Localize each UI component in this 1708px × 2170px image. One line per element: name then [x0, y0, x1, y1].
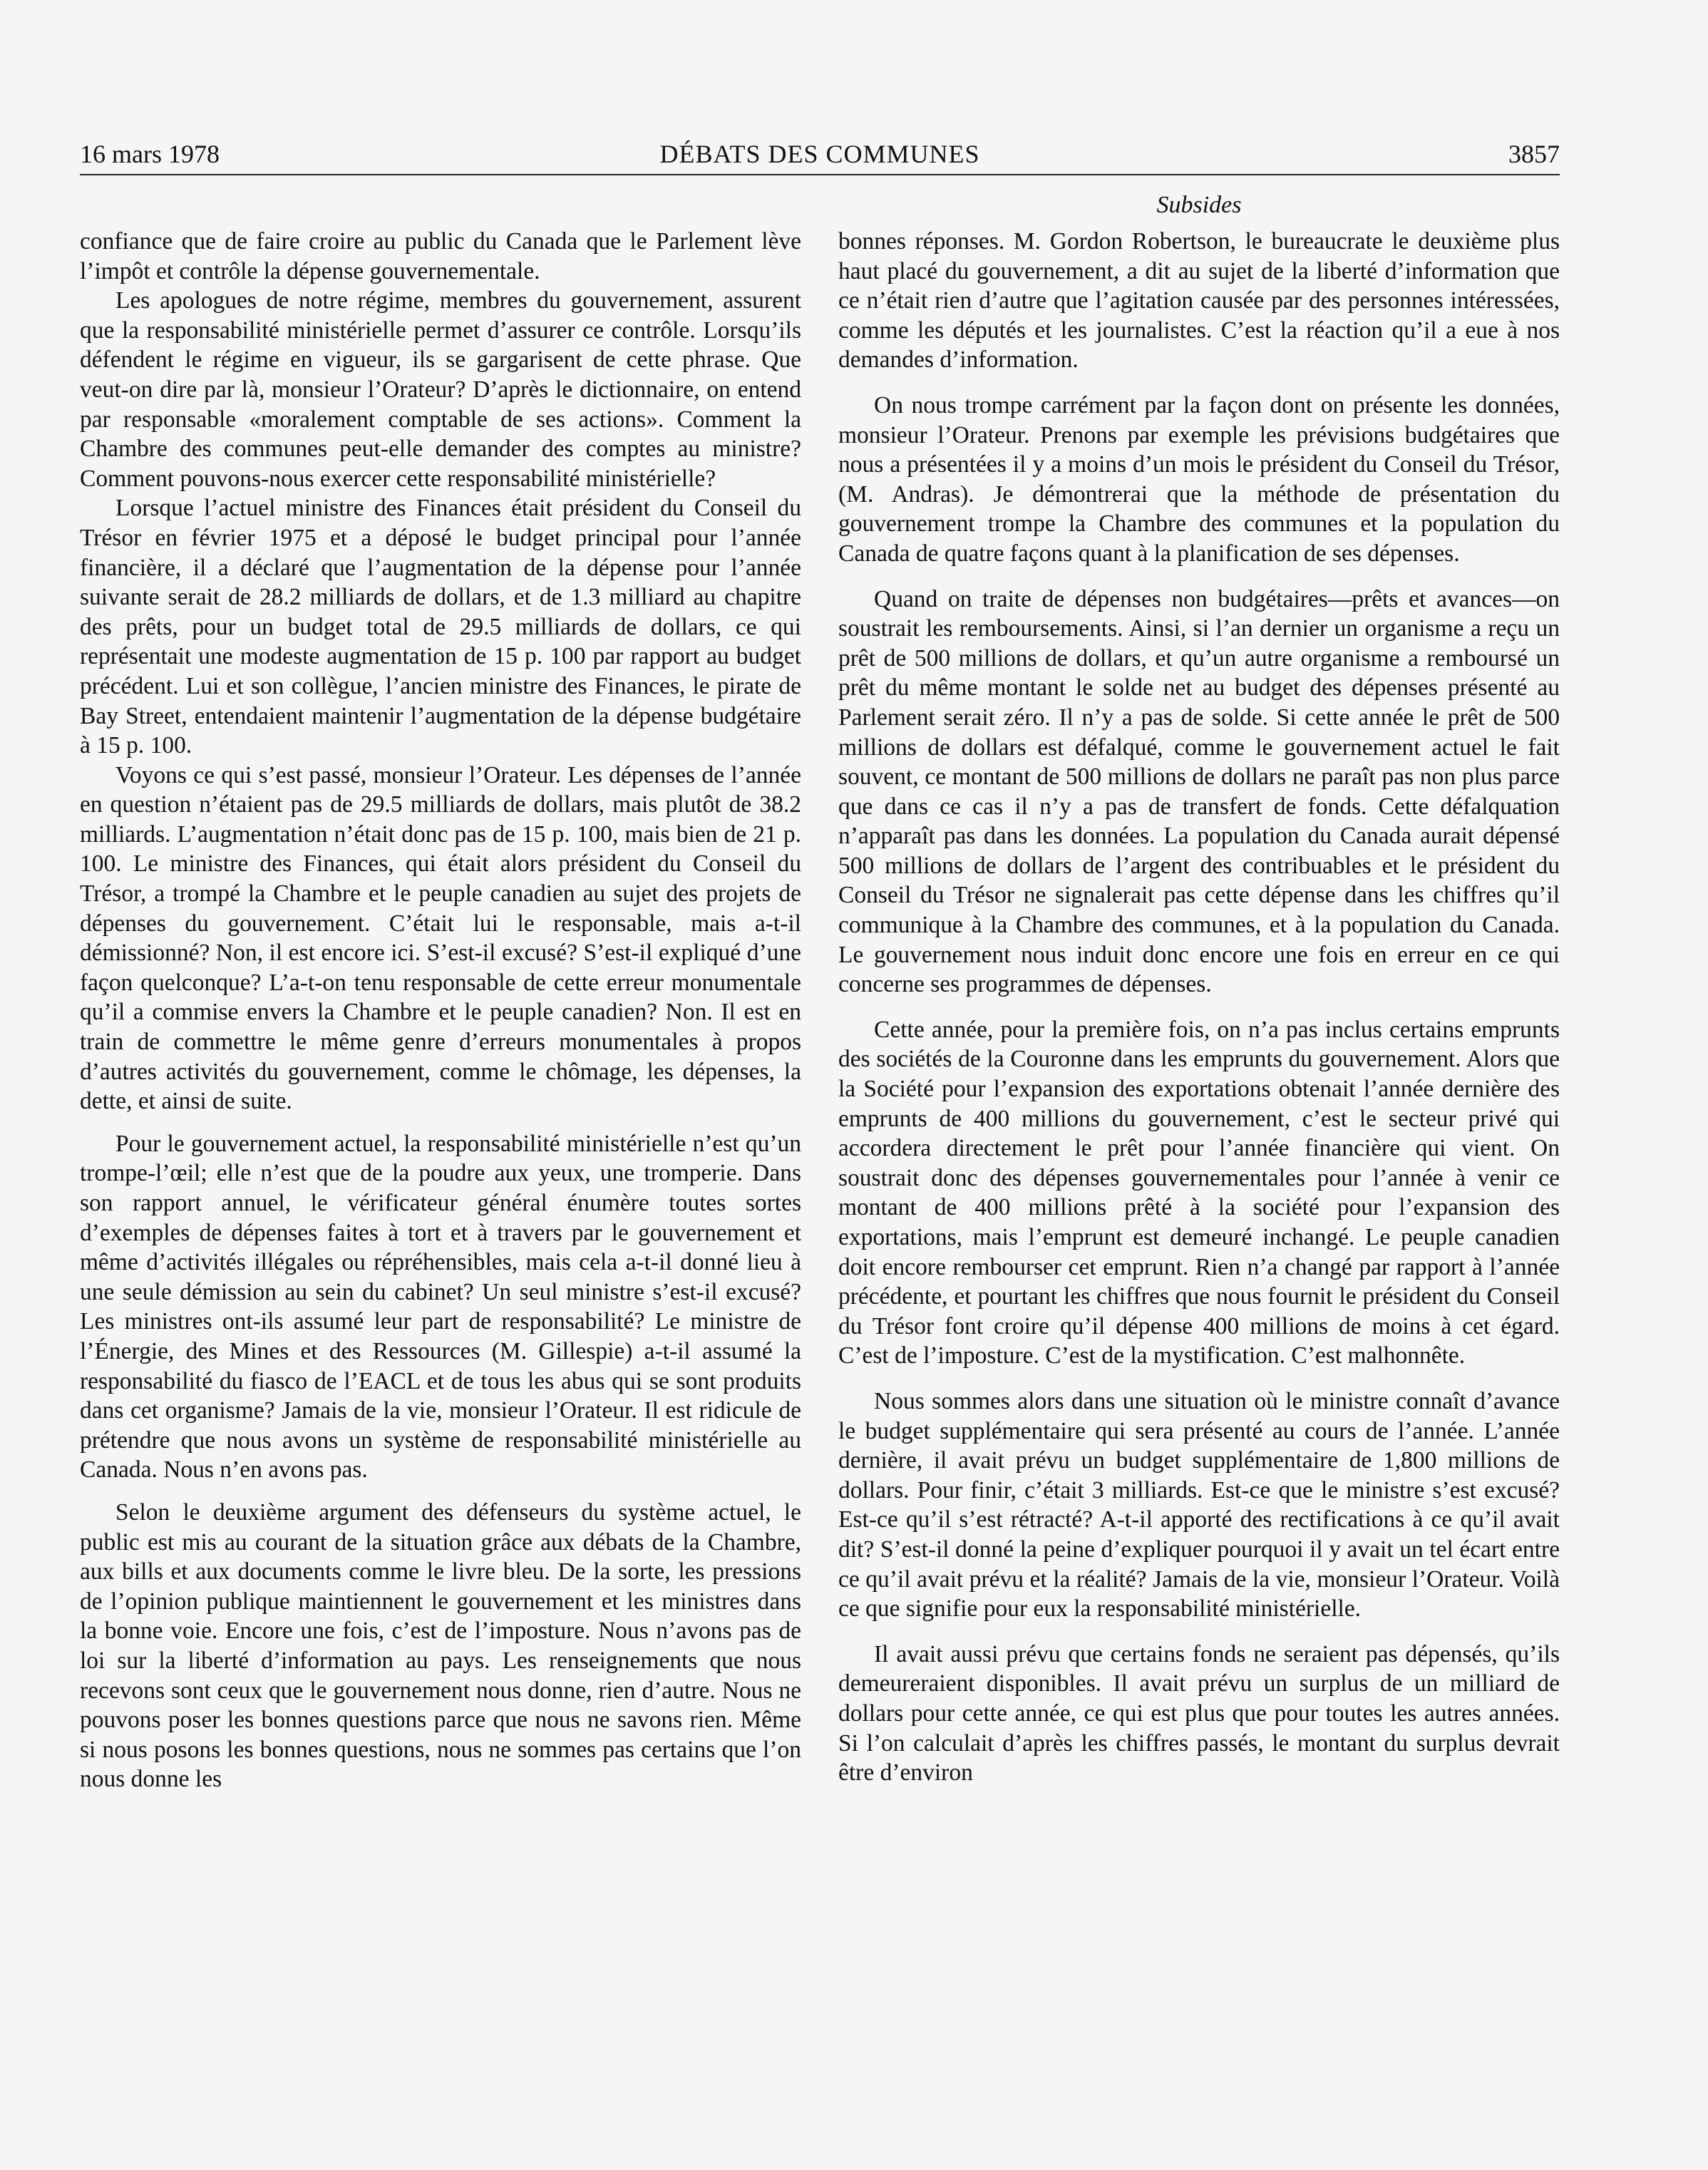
- paragraph: Les apologues de notre régime, membres du gouvernement, assurent que la responsabilité ministérielle permet d’assurer ce contrôle. Lorsqu’ils défendent le régime en vigueur, ils se gargarisent de cette phrase. Que veut-on dire par là, monsieur l’Orateur? D’après le dictionnaire, on entend par responsable «moralement comptable de ses actions». Comment la Chambre des communes peut-elle demander des comptes au ministre? Comment pouvons-nous exercer cette responsabilité ministérielle?: [80, 287, 801, 492]
- header-date: 16 mars 1978: [80, 140, 220, 168]
- page-number: 3857: [1508, 140, 1560, 168]
- paragraph: On nous trompe carrément par la façon dont on présente les données, monsieur l’Orateur. Prenons par exemple les prévisions budgétaires que nous a présentées il y a moins d’un mois le président du Conseil du Trésor, (M. Andras). Je démontrerai que la méthode de présentation du gouvernement trompe la Chambre des communes et la population du Canada de quatre façons quant à la planification de ses dépenses.: [838, 391, 1560, 567]
- left-column: [80, 227, 801, 1794]
- paragraph: Voyons ce qui s’est passé, monsieur l’Orateur. Les dépenses de l’année en question n’étaient pas de 29.5 milliards de dollars, mais plutôt de 38.2 milliards. L’augmentation n’était donc pas de 15 p. 100, mais bien de 21 p. 100. Le ministre des Finances, qui était alors président du Conseil du Trésor, a trompé la Chambre et le peuple canadien au sujet des projets de dépenses du gouvernement. C’était lui le responsable, mais a-t-il démissionné? Non, il est encore ici. S’est-il excusé? S’est-il expliqué d’une façon quelconque? L’a-t-on tenu responsable de cette erreur monumentale qu’il a commise envers la Chambre et le peuple canadien? Non. Il est en train de commettre le même genre d’erreurs monumentales à propos d’autres activités du gouvernement, comme le chômage, les dépenses, la dette, et ainsi de suite.: [80, 761, 801, 1115]
- paragraph: confiance que de faire croire au public du Canada que le Parlement lève l’impôt et contrôle la dépense gouvernementale.: [80, 228, 801, 284]
- paragraph: bonnes réponses. M. Gordon Robertson, le bureaucrate le deuxième plus haut placé du gouvernement, a dit au sujet de la liberté d’information que ce n’était rien d’autre que l’agitation causée par des personnes intéressées, comme les députés et les journalistes. C’est la réaction qu’il a eue à nos demandes d’information.: [838, 228, 1560, 374]
- header-title: DÉBATS DES COMMUNES: [659, 140, 980, 168]
- running-header: [80, 134, 1560, 174]
- paragraph: Pour le gouvernement actuel, la responsabilité ministérielle n’est qu’un trompe-l’œil; elle n’est que de la poudre aux yeux, une tromperie. Dans son rapport annuel, le vérificateur général énumère toutes sortes d’exemples de dépenses faites à tort et à travers par le gouvernement et même d’activités illégales ou répréhensibles, mais cela a-t-il donné lieu à une seule démission au sein du cabinet? Un seul ministre s’est-il excusé? Les ministres ont-ils assumé leur part de responsabilité? Le ministre de l’Énergie, des Mines et des Ressources (M. Gillespie) a-t-il assumé la responsabilité du fiasco de l’EACL et de tous les abus qui se sont produits dans cet organisme? Jamais de la vie, monsieur l’Orateur. Il est ridicule de prétendre que nous avons un système de responsabilité ministérielle au Canada. Nous n’en avons pas.: [80, 1130, 801, 1483]
- paragraph: Selon le deuxième argument des défenseurs du système actuel, le public est mis au courant de la situation grâce aux débats de la Chambre, aux bills et aux documents comme le livre bleu. De la sorte, les pressions de l’opinion publique maintiennent le gouvernement et les ministres dans la bonne voie. Encore une fois, c’est de l’imposture. Nous n’avons pas de loi sur la liberté d’information au pays. Les renseignements que nous recevons sont ceux que le gouvernement nous donne, rien d’autre. Nous ne pouvons poser les bonnes questions parce que nous ne savons rien. Même si nous posons les bonnes questions, nous ne sommes pas certains que l’on nous donne les: [80, 1498, 801, 1793]
- paragraph: Il avait aussi prévu que certains fonds ne seraient pas dépensés, qu’ils demeureraient disponibles. Il avait prévu un surplus de un milliard de dollars pour cette année, ce qui est plus que pour toutes les autres années. Si l’on calculait d’après les chiffres passés, le montant du surplus devrait être d’environ: [838, 1640, 1560, 1786]
- paragraph: Nous sommes alors dans une situation où le ministre connaît d’avance le budget supplémentaire qui sera présenté au cours de l’année. L’année dernière, il avait prévu un budget supplémentaire de 1,800 millions de dollars. Pour finir, c’était 3 milliards. Est-ce que le ministre s’est excusé? Est-ce qu’il s’est rétracté? A-t-il apporté des rectifications à ce qu’il avait dit? S’est-il donné la peine d’expliquer pourquoi il y avait un tel écart entre ce qu’il avait prévu et la réalité? Jamais de la vie, monsieur l’Orateur. Voilà ce que signifie pour eux la responsabilité ministérielle.: [838, 1387, 1560, 1623]
- right-column: [838, 227, 1560, 1788]
- paragraph: Cette année, pour la première fois, on n’a pas inclus certains emprunts des sociétés de la Couronne dans les emprunts du gouvernement. Alors que la Société pour l’expansion des exportations obtenait l’année dernière des emprunts de 400 millions du gouvernement, c’est le secteur privé qui accordera directement le prêt pour l’année financière qui vient. On soustrait donc des dépenses gouvernementales pour l’année à venir ce montant de 400 millions prêté à la société pour l’expansion des exportations, mais l’emprunt est demeuré inchangé. Le peuple canadien doit encore rembourser cet emprunt. Rien n’a changé par rapport à l’année précédente, et pourtant les chiffres que nous fournit le président du Conseil du Trésor font croire qu’il dépense 400 millions de moins à cet égard. C’est de l’imposture. C’est de la mystification. C’est malhonnête.: [838, 1016, 1560, 1369]
- header-rule: [80, 174, 1560, 175]
- paragraph: Quand on traite de dépenses non budgétaires—prêts et avances—on soustrait les remboursements. Ainsi, si l’an dernier un organisme a reçu un prêt de 500 millions de dollars, et qu’un autre organisme a remboursé un prêt du même montant le solde net au budget des dépenses présenté au Parlement serait zéro. Il n’y a pas de solde. Si cette année le prêt de 500 millions de dollars est défalqué, comme le gouvernement actuel le fait souvent, ce montant de 500 millions de dollars ne paraît pas non plus parce que dans ce cas il n’y a pas de transfert de fonds. Cette défalquation n’apparaît pas dans les données. La population du Canada aurait dépensé 500 millions de dollars de l’argent des contribuables et le président du Conseil du Trésor ne signalerait pas cette dépense dans les chiffres qu’il communique à la Chambre des communes, et à la population du Canada. Le gouvernement nous induit donc encore une fois en erreur en ce qui concerne ses programmes de dépenses.: [838, 585, 1560, 998]
- paragraph: Lorsque l’actuel ministre des Finances était président du Conseil du Trésor en février 1975 et a déposé le budget principal pour l’année financière, il a déclaré que l’augmentation de la dépense pour l’année suivante serait de 28.2 milliards de dollars, et de 1.3 milliard au chapitre des prêts, pour un budget total de 29.5 milliards de dollars, ce qui représentait une modeste augmentation de 15 p. 100 par rapport au budget précédent. Lui et son collègue, l’ancien ministre des Finances, le pirate de Bay Street, entendaient maintenir l’augmentation de la dépense budgétaire à 15 p. 100.: [80, 495, 801, 759]
- section-subheading: Subsides: [1156, 192, 1242, 218]
